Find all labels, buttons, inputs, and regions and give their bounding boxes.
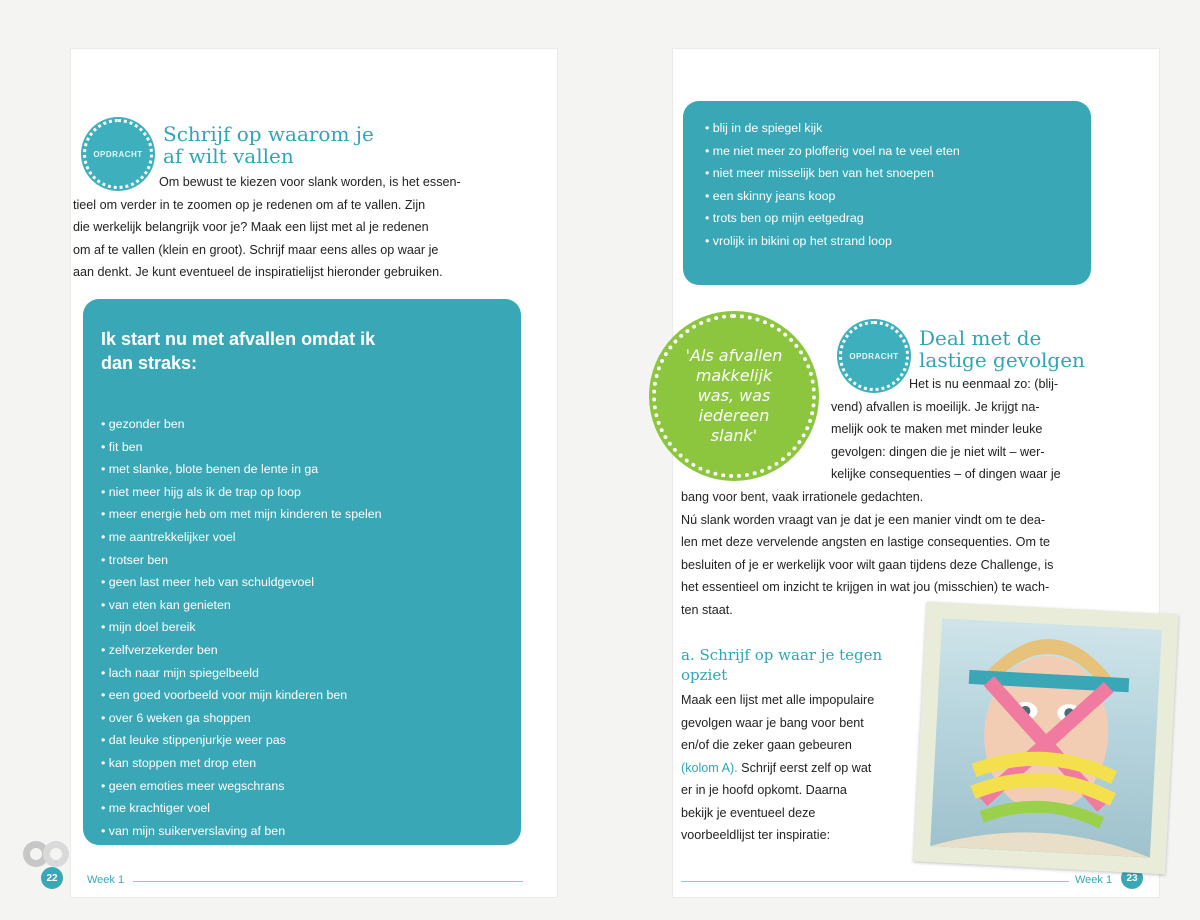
consequences-paragraph (831, 373, 1121, 486)
title-line: lastige gevolgen (919, 348, 1085, 372)
text-line: gevolgen: dingen die je niet wilt – wer- (831, 444, 1045, 459)
text-line: kelijke consequenties – of dingen waar je (831, 467, 1061, 481)
text-line: ten staat. (681, 602, 733, 617)
text-line: Nú slank worden vraagt van je dat je een manier vindt om te dea- (681, 512, 1046, 527)
text-line: Om bewust te kiezen voor slank worden, is het essen- (159, 175, 461, 189)
sub-title-line: opziet (681, 666, 728, 684)
list-item: • een goed voorbeeld voor mijn kinderen ben (101, 688, 348, 703)
reasons-box (83, 299, 521, 845)
text-line: voorbeeldlijst ter inspiratie: (681, 828, 831, 842)
list-item: • zelfverzekerder ben (101, 642, 218, 657)
intro-paragraph (73, 171, 557, 284)
page-number: 22 (41, 867, 63, 889)
page-number: 23 (1121, 867, 1143, 889)
title-line: Schrijf op waarom je (163, 122, 374, 146)
list-item: • een skinny jeans koop (705, 188, 836, 203)
text-line: bang voor bent, vaak irrationele gedachten. (681, 490, 924, 504)
text-line: er in je hoofd opkomt. Daarna (681, 783, 847, 797)
week-label: Week 1 (87, 874, 125, 886)
heading-line: Ik start nu met afvallen omdat ik (101, 329, 376, 349)
list-item: • kan stoppen met drop eten (101, 755, 257, 770)
text-line: om af te vallen (klein en groot). Schrijf maar eens alles op waar je (73, 242, 439, 257)
list-item: • gezonder ben (101, 417, 185, 431)
quote-text: 'Als afvallen makkelijk was, was iedereen slank' (685, 346, 783, 445)
list-item: • niet meer misselijk ben van het snoepen (705, 166, 934, 181)
opdracht-stamp: OPDRACHT (83, 119, 153, 189)
photo-image (930, 618, 1162, 857)
list-item: • geen emoties meer wegschrans (101, 778, 285, 793)
text-line: besluiten of je er werkelijk voor wilt gaan tijdens deze Challenge, is (681, 557, 1054, 572)
text-line: die werkelijk belangrijk voor je? Maak een lijst met al je redenen (73, 220, 429, 234)
list-item: • dat leuke stippenjurkje weer pas (101, 733, 286, 748)
text-line (681, 757, 921, 780)
text-line: vend) afvallen is moeilijk. Je krijgt na- (831, 399, 1040, 414)
footer-divider (133, 881, 523, 882)
heading-line: dan straks: (101, 353, 198, 373)
sub-title-line: a. Schrijf op waar je tegen (681, 646, 883, 664)
text-line: gevolgen waar je bang voor bent (681, 715, 864, 730)
text-span: Schrijf eerst zelf op wat (737, 760, 872, 775)
text-line: Het is nu eenmaal zo: (blij- (909, 377, 1059, 391)
list-item: • vrolijk in bikini op het strand loop (705, 233, 892, 248)
assignment-paragraph (681, 689, 921, 847)
section-title (163, 123, 374, 167)
list-item: • lach naar mijn spiegelbeeld (101, 665, 259, 680)
list-item: • van eten kan genieten (101, 597, 231, 612)
column-reference: (kolom A). (681, 760, 738, 775)
list-item: • fit ben (101, 439, 143, 454)
quote-badge (652, 314, 816, 478)
list-item: • trots ben op mijn eetgedrag (705, 211, 864, 226)
consequences-paragraph-cont (681, 486, 1151, 621)
left-page (46, 48, 558, 898)
measuring-tape-photo (913, 602, 1178, 875)
title-line: Deal met de (919, 326, 1042, 350)
photo-illustration (930, 618, 1162, 857)
list-item: • van mijn suikerverslaving af ben (101, 823, 286, 838)
text-line: en/of die zeker gaan gebeuren (681, 738, 852, 752)
list-item: • me aantrekkelijker voel (101, 529, 236, 544)
list-item: • met slanke, blote benen de lente in ga (101, 462, 319, 477)
reasons-continued-box (683, 101, 1091, 285)
sub-title (681, 645, 882, 685)
reasons-list-continued (705, 117, 1069, 253)
text-line: len met deze vervelende angsten en lastige consequenties. Om te (681, 535, 1050, 549)
section-title (919, 327, 1085, 371)
week-label: Week 1 (1075, 874, 1113, 886)
list-item: • mijn doel bereik (101, 620, 196, 635)
list-item: • blij in de spiegel kijk (705, 121, 823, 135)
reasons-list (101, 413, 503, 842)
text-line: het essentieel om inzicht te krijgen in wat jou (misschien) te wach- (681, 580, 1050, 594)
box-heading (101, 327, 503, 375)
text-line: Maak een lijst met alle impopulaire (681, 693, 875, 707)
text-line: tieel om verder in te zoomen op je redenen om af te vallen. Zijn (73, 197, 426, 212)
footer-divider (681, 881, 1069, 882)
text-line: bekijk je eventueel deze (681, 805, 816, 820)
list-item: • geen last meer heb van schuldgevoel (101, 575, 315, 590)
list-item: • me krachtiger voel (101, 801, 211, 816)
list-item: • over 6 weken ga shoppen (101, 710, 251, 725)
text-line: aan denkt. Je kunt eventueel de inspiratielijst hieronder gebruiken. (73, 265, 443, 279)
list-item: • trotser ben (101, 552, 169, 567)
title-line: af wilt vallen (163, 144, 294, 168)
list-item: • meer energie heb om met mijn kinderen te spelen (101, 507, 382, 522)
list-item: • niet meer hijg als ik de trap op loop (101, 484, 301, 499)
text-line: melijk ook te maken met minder leuke (831, 422, 1043, 436)
opdracht-stamp: OPDRACHT (839, 321, 909, 391)
list-item: • me niet meer zo plofferig voel na te veel eten (705, 143, 960, 158)
